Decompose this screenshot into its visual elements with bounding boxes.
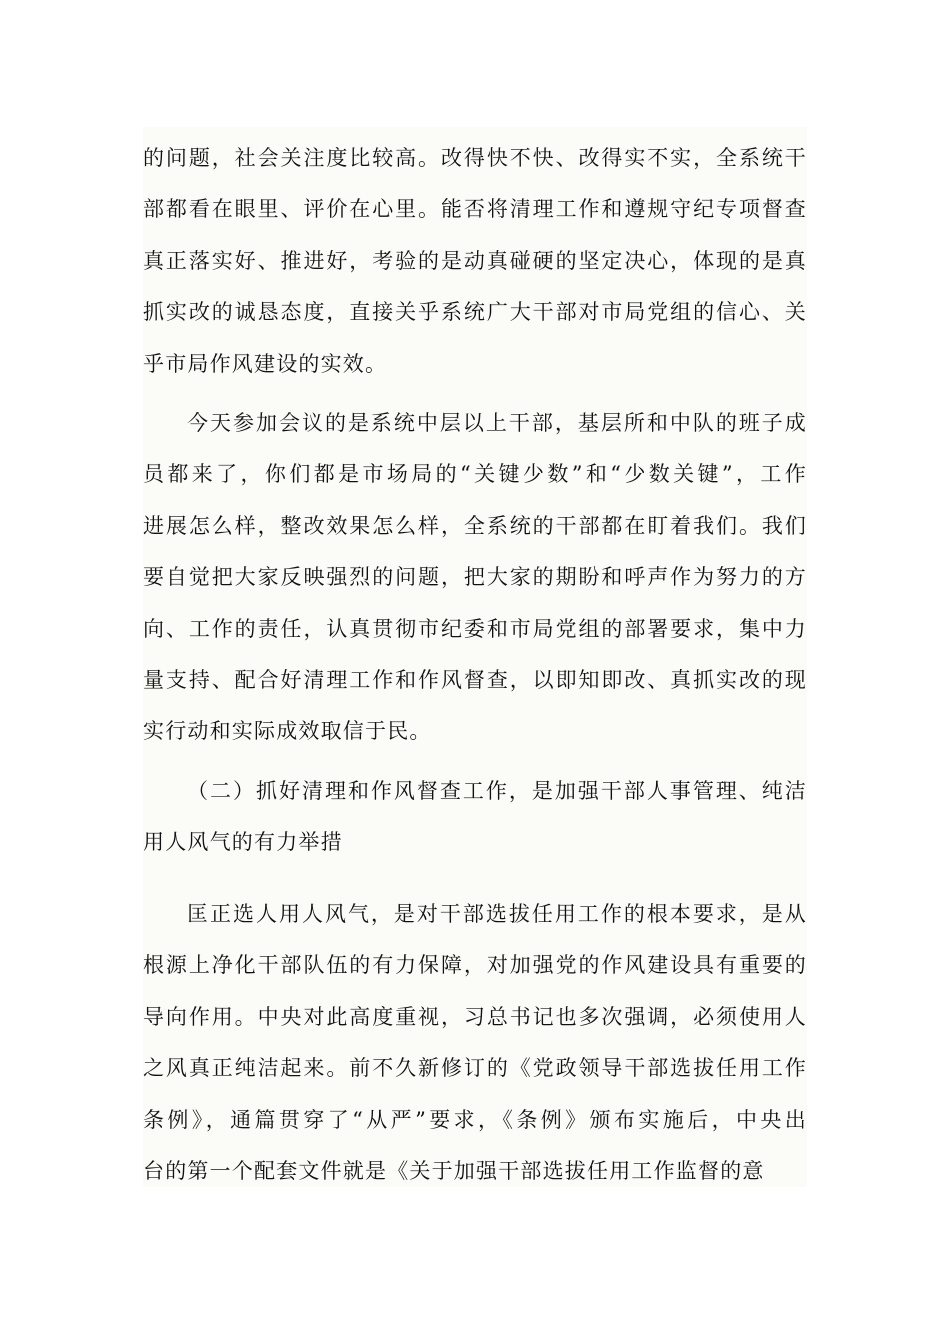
paragraph-2 xyxy=(143,398,807,758)
text-line: 根源上净化干部队伍的有力保障，对加强党的作风建设具有重要的 xyxy=(143,953,807,978)
heading-line: （二）抓好清理和作风督查工作，是加强干部人事管理、纯洁 xyxy=(187,779,807,803)
document-body xyxy=(143,127,807,1187)
text-line: 条例》，通篇贯穿了“从严”要求，《条例》颁布实施后，中央出 xyxy=(143,1107,807,1132)
text-line: 台的第一个配套文件就是《关于加强干部选拔任用工作监督的意 xyxy=(143,1158,765,1183)
text-line: 真正落实好、推进好，考验的是动真碰硬的坚定决心，体现的是真 xyxy=(143,248,807,273)
text-line: 乎市局作风建设的实效。 xyxy=(143,351,388,376)
text-line: 导向作用。中央对此高度重视，习总书记也多次强调，必须使用人 xyxy=(143,1004,807,1029)
text-line: 的问题，社会关注度比较高。改得快不快、改得实不实，全系统干 xyxy=(143,146,807,170)
text-line: 今天参加会议的是系统中层以上干部，基层所和中队的班子成 xyxy=(187,411,807,435)
text-line: 量支持、配合好清理工作和作风督查，以即知即改、真抓实改的现 xyxy=(143,667,807,692)
text-line: 之风真正纯洁起来。前不久新修订的《党政领导干部选拔任用工作 xyxy=(143,1056,807,1081)
section-heading xyxy=(143,766,807,869)
text-line: 向、工作的责任，认真贯彻市纪委和市局党组的部署要求，集中力 xyxy=(143,616,807,641)
text-line: 员都来了，你们都是市场局的“关键少数”和“少数关键”，工作 xyxy=(143,462,807,487)
heading-line: 用人风气的有力举措 xyxy=(143,830,343,855)
paragraph-1 xyxy=(143,133,807,390)
text-line: 要自觉把大家反映强烈的问题，把大家的期盼和呼声作为努力的方 xyxy=(143,565,807,590)
paragraph-3 xyxy=(143,889,807,1197)
text-line: 抓实改的诚恳态度，直接关乎系统广大干部对市局党组的信心、关 xyxy=(143,300,807,325)
text-line: 实行动和实际成效取信于民。 xyxy=(143,719,432,744)
text-line: 匡正选人用人风气，是对干部选拔任用工作的根本要求，是从 xyxy=(187,902,807,926)
text-line: 进展怎么样，整改效果怎么样，全系统的干部都在盯着我们。我们 xyxy=(143,513,807,538)
text-line: 部都看在眼里、评价在心里。能否将清理工作和遵规守纪专项督查 xyxy=(143,197,807,222)
